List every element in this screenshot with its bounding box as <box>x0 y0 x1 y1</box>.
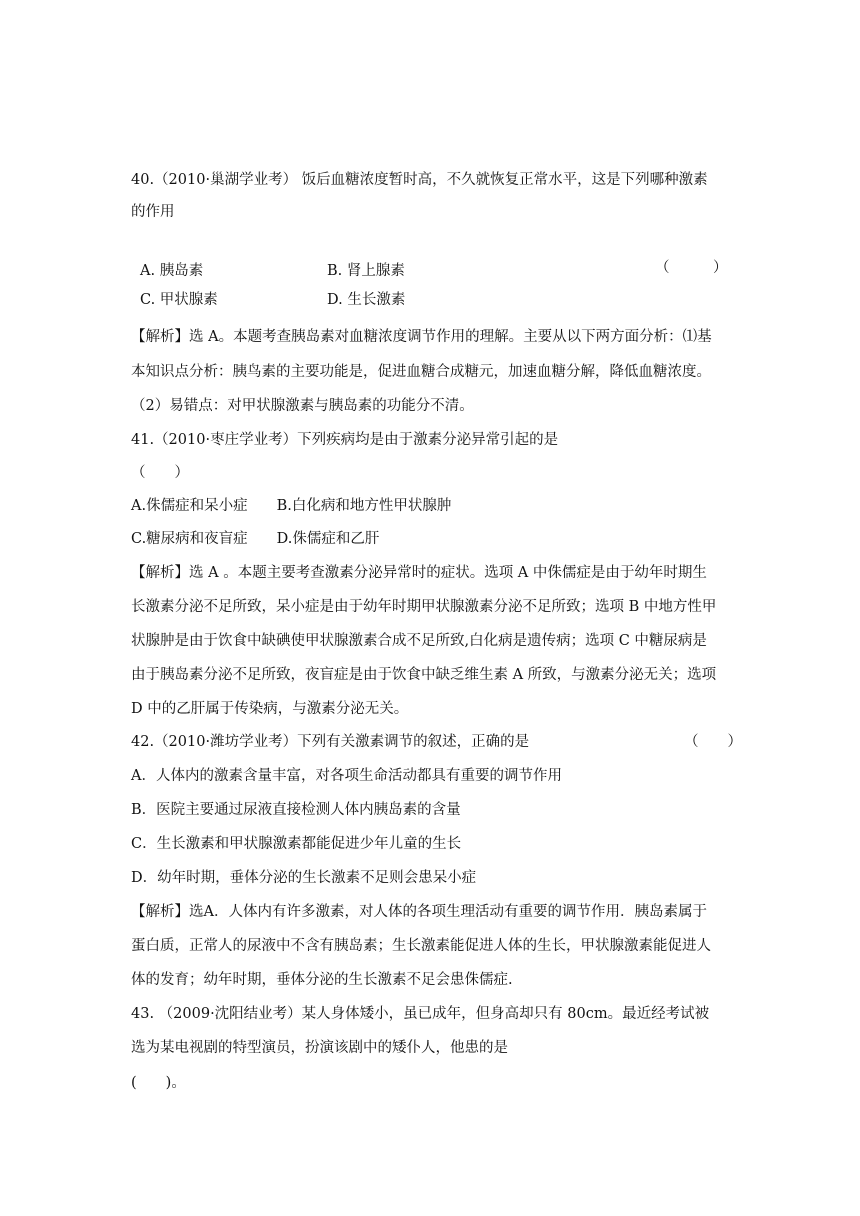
q42-analysis-line2: 蛋白质，正常人的尿液中不含有胰岛素；生长激素能促进人体的生长，甲状腺激素能促进人 <box>131 938 711 954</box>
q41-answer-bracket: （ ） <box>131 465 189 481</box>
q41-stem-line1: 41.（2010·枣庄学业考）下列疾病均是由于激素分泌异常引起的是 <box>131 432 559 448</box>
q40-analysis-line2: 本知识点分析：胰鸟素的主要功能是，促进血糖合成糖元，加速血糖分解，降低血糖浓度。 <box>131 364 711 380</box>
q42-option-c: C．生长激素和甲状腺激素都能促进少年儿童的生长 <box>131 836 462 852</box>
q42-option-a: A．人体内的激素含量丰富，对各项生命活动都具有重要的调节作用 <box>131 768 562 784</box>
q43-stem-line2: 选为某电视剧的特型演员，扮演该剧中的矮仆人，他患的是 <box>131 1040 508 1056</box>
q40-analysis-line1: 【解析】选 A。本题考查胰岛素对血糖浓度调节作用的理解。主要从以下两方面分析：⑴基 <box>131 329 712 345</box>
q42-analysis-line3: 体的发育；幼年时期，垂体分泌的生长激素不足会患侏儒症. <box>131 972 513 988</box>
q40-stem-line2: 的作用 <box>131 204 175 220</box>
q40-option-b: B. 肾上腺素 <box>327 263 405 279</box>
q41-analysis-line2: 长激素分泌不足所致，呆小症是由于幼年时期甲状腺激素分泌不足所致；选项 B 中地方性甲 <box>131 599 717 615</box>
q42-answer-bracket: （ ） <box>684 734 742 750</box>
q41-analysis-line1: 【解析】选 A 。本题主要考查激素分泌异常时的症状。选项 A 中侏儒症是由于幼年时期生 <box>131 565 707 581</box>
q41-options-cd: C.糖尿病和夜盲症 D.侏儒症和乙肝 <box>131 531 380 547</box>
q41-analysis-line3: 状腺肿是由于饮食中缺碘使甲状腺激素合成不足所致,白化病是遗传病；选项 C 中糖尿病是 <box>131 633 707 649</box>
q43-answer-bracket: ( )。 <box>131 1075 186 1091</box>
q42-option-b: B．医院主要通过尿液直接检测人体内胰岛素的含量 <box>131 802 461 818</box>
q40-stem-line1: 40.（2010·巢湖学业考） 饭后血糖浓度暂时高，不久就恢复正常水平，这是下列哪种激素 <box>131 172 708 188</box>
q42-option-d: D．幼年时期，垂体分泌的生长激素不足则会患呆小症 <box>131 870 477 886</box>
q41-options-ab: A.侏儒症和呆小症 B.白化病和地方性甲状腺肿 <box>131 498 452 514</box>
q40-option-d: D. 生长激素 <box>327 292 406 308</box>
q41-analysis-line4: 由于胰岛素分泌不足所致，夜盲症是由于饮食中缺乏维生素 A 所致，与激素分泌无关；选项 <box>131 667 717 683</box>
q40-answer-bracket: （ ） <box>655 260 728 276</box>
q43-stem-line1: 43. （2009·沈阳结业考）某人身体矮小，虽已成年，但身高却只有 80cm。最近经考试被 <box>131 1006 710 1022</box>
q42-analysis-line1: 【解析】选A．人体内有许多激素，对人体的各项生理活动有重要的调节作用．胰岛素属于 <box>131 904 707 920</box>
q40-analysis-line3: （2）易错点：对甲状腺激素与胰岛素的功能分不清。 <box>131 398 474 414</box>
q42-stem-line1: 42.（2010·潍坊学业考）下列有关激素调节的叙述，正确的是 <box>131 734 530 750</box>
q40-option-c: C. 甲状腺素 <box>140 292 218 308</box>
q40-option-a: A. 胰岛素 <box>140 263 204 279</box>
q41-analysis-line5: D 中的乙肝属于传染病，与激素分泌无关。 <box>131 701 409 717</box>
